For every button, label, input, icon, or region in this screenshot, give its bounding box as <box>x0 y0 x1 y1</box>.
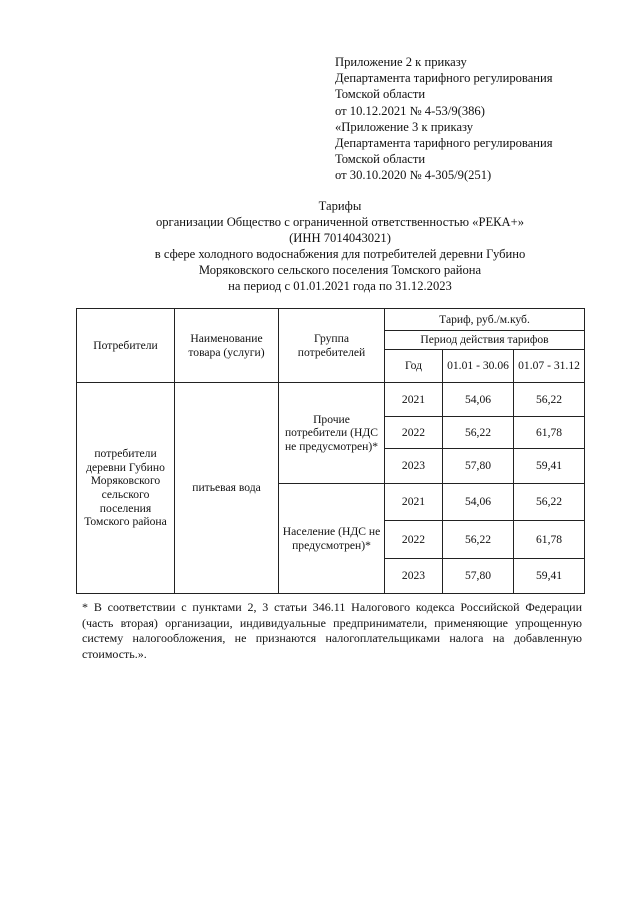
header-line: Департамента тарифного регулирования <box>335 71 553 86</box>
year-cell: 2023 <box>385 559 443 594</box>
vat-footnote: * В соответствии с пунктами 2, 3 статьи 346.11 Налогового кодекса Российской Федерации (часть вторая) организации, индивидуальные предприниматели, применяющие упрощенную систему налогообложения, не признаются налогоплательщиками налога на добавленную стоимость.». <box>82 600 582 661</box>
year-cell: 2021 <box>385 484 443 521</box>
group-cell: Прочие потребители (НДС не предусмотрен)* <box>279 383 385 484</box>
header-line: от 30.10.2020 № 4-305/9(251) <box>335 168 492 183</box>
tariff-h2-cell: 59,41 <box>514 559 585 594</box>
title-line: в сфере холодного водоснабжения для потребителей деревни Губино <box>154 247 526 261</box>
header-line: Томской области <box>335 152 426 167</box>
tariff-h1-cell: 56,22 <box>443 521 514 559</box>
group-cell: Население (НДС не предусмотрен)* <box>279 484 385 594</box>
header-tariff: Тариф, руб./м.куб. <box>385 309 585 331</box>
header-line: от 10.12.2021 № 4-53/9(386) <box>335 103 485 118</box>
tariff-h2-cell: 56,22 <box>514 484 585 521</box>
year-cell: 2023 <box>385 449 443 484</box>
header-period: Период действия тарифов <box>385 331 585 350</box>
header-line: Приложение 2 к приказу <box>335 55 467 69</box>
tariff-h1-cell: 54,06 <box>443 484 514 521</box>
title-line: организации Общество с ограниченной ответственностью «РЕКА+» <box>155 215 525 229</box>
document-title <box>60 198 620 294</box>
header-product: Наименование товара (услуги) <box>175 309 279 383</box>
year-cell: 2022 <box>385 417 443 449</box>
tariff-h1-cell: 54,06 <box>443 383 514 417</box>
tariff-table <box>76 308 585 594</box>
year-cell: 2021 <box>385 383 443 417</box>
tariff-h1-cell: 57,80 <box>443 449 514 484</box>
title-line: на период с 01.01.2021 года по 31.12.2023 <box>228 279 452 293</box>
header-half-1: 01.01 - 30.06 <box>443 350 514 383</box>
tariff-h1-cell: 56,22 <box>443 417 514 449</box>
consumers-cell: потребители деревни Губино Моряковского сельского поселения Томского района <box>77 383 175 594</box>
tariff-h2-cell: 61,78 <box>514 521 585 559</box>
header-year: Год <box>385 350 443 383</box>
header-consumers: Потребители <box>77 309 175 383</box>
header-line: Департамента тарифного регулирования <box>335 136 553 151</box>
year-cell: 2022 <box>385 521 443 559</box>
header-line: Томской области <box>335 87 426 102</box>
product-cell: питьевая вода <box>175 383 279 594</box>
title-line: Моряковского сельского поселения Томского района <box>198 263 482 277</box>
header-line: «Приложение 3 к приказу <box>335 119 474 134</box>
appendix-header <box>335 54 553 184</box>
tariff-h2-cell: 59,41 <box>514 449 585 484</box>
tariff-h2-cell: 61,78 <box>514 417 585 449</box>
header-half-2: 01.07 - 31.12 <box>514 350 585 383</box>
header-group: Группа потребителей <box>279 309 385 383</box>
title-line: Тарифы <box>318 199 362 213</box>
tariff-h1-cell: 57,80 <box>443 559 514 594</box>
tariff-h2-cell: 56,22 <box>514 383 585 417</box>
title-line: (ИНН 7014043021) <box>289 231 391 245</box>
